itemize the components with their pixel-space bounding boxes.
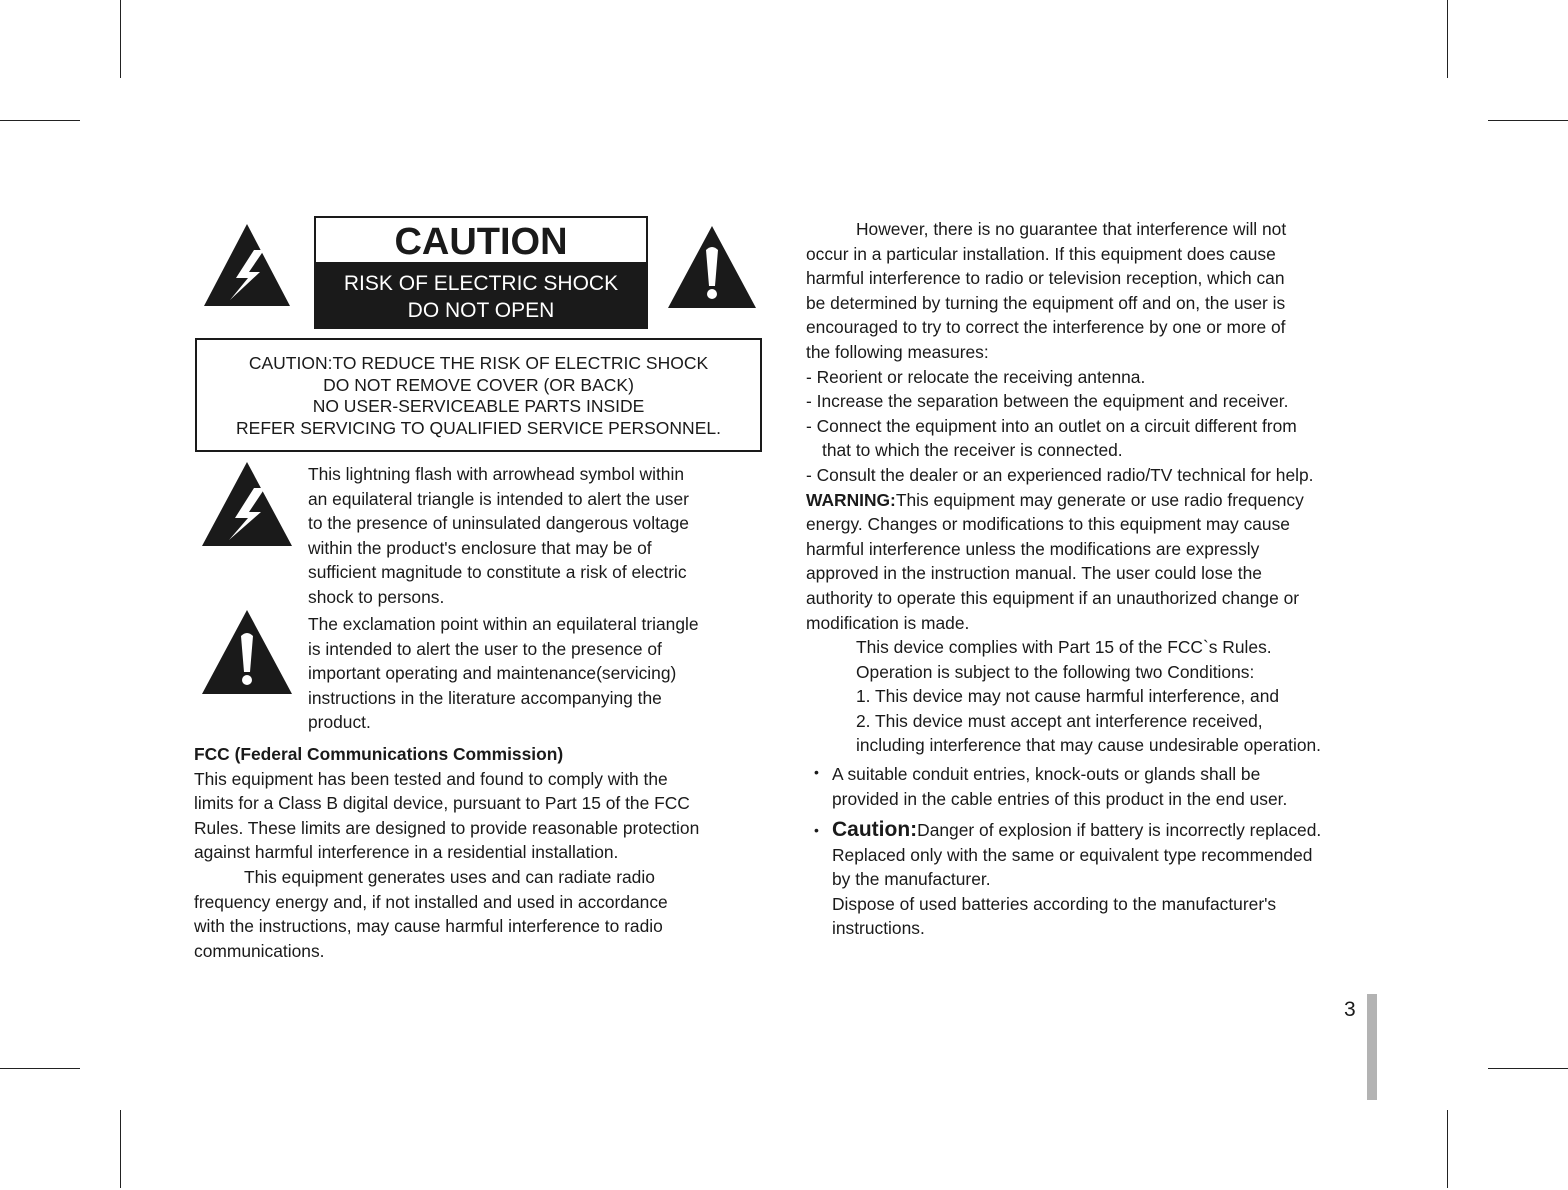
text-line: instructions in the literature accompanying the (308, 687, 662, 708)
text-line: harmful interference to radio or television reception, which can (806, 268, 1285, 289)
text-line: occur in a particular installation. If this equipment does cause (806, 243, 1276, 264)
interference-section (806, 217, 1321, 758)
bullet-icon: • (814, 764, 819, 780)
text-line: the following measures: (806, 341, 989, 362)
shock-notice-box (195, 338, 762, 452)
compliance-line: 2. This device must accept ant interference received, (856, 710, 1263, 731)
text-line: be determined by turning the equipment off and on, the user is (806, 292, 1286, 313)
measure-item: that to which the receiver is connected. (822, 440, 1123, 461)
fcc-section (194, 742, 699, 963)
measure-item: - Connect the equipment into an outlet on a circuit different from (806, 415, 1297, 436)
crop-mark (0, 1068, 80, 1069)
caution-label-inline: Caution: (832, 818, 918, 841)
text-line: sufficient magnitude to constitute a risk of electric (308, 562, 687, 583)
text-line: Rules. These limits are designed to provide reasonable protection (194, 817, 700, 838)
page-tab-bar (1367, 994, 1377, 1100)
measure-item: - Increase the separation between the equipment and receiver. (806, 391, 1289, 412)
text-line: shock to persons. (308, 586, 445, 607)
conduit-note (832, 762, 1287, 811)
text-line: within the product's enclosure that may be of (308, 537, 652, 558)
exclamation-explanation (308, 612, 699, 735)
text-line: encouraged to try to correct the interference by one or more of (806, 317, 1286, 338)
crop-mark (1488, 1068, 1568, 1069)
notice-line: CAUTION:TO REDUCE THE RISK OF ELECTRIC SHOCK (248, 353, 709, 373)
text-line: to the presence of uninsulated dangerous voltage (308, 513, 689, 534)
lightning-warning-icon (202, 222, 292, 308)
text-line: an equilateral triangle is intended to alert the user (308, 488, 689, 509)
text-line: Danger of explosion if battery is incorrectly replaced. (917, 820, 1322, 840)
text-line: provided in the cable entries of this product in the end user. (832, 788, 1288, 809)
caution-line-1: RISK OF ELECTRIC SHOCK (343, 272, 619, 295)
text-line: product. (308, 712, 371, 733)
text-line: The exclamation point within an equilateral triangle (308, 614, 699, 634)
text-line: This equipment generates uses and can radiate radio (244, 866, 655, 887)
notice-line: DO NOT REMOVE COVER (OR BACK) (323, 374, 634, 395)
compliance-line: Operation is subject to the following two Conditions: (856, 661, 1255, 682)
battery-caution (832, 818, 1321, 941)
text-line: However, there is no guarantee that interference will not (856, 219, 1287, 239)
text-line: limits for a Class B digital device, pursuant to Part 15 of the FCC (194, 793, 690, 814)
text-line: important operating and maintenance(servicing) (308, 663, 677, 684)
exclamation-warning-icon (666, 224, 758, 310)
text-line: communications. (194, 940, 325, 961)
bullet-icon: • (814, 822, 819, 838)
text-line: A suitable conduit entries, knock-outs or glands shall be (832, 764, 1261, 784)
text-line: energy. Changes or modifications to this equipment may cause (806, 514, 1290, 535)
lightning-warning-icon (200, 460, 294, 548)
text-line: by the manufacturer. (832, 869, 991, 890)
compliance-line: 1. This device may not cause harmful interference, and (856, 686, 1280, 707)
crop-mark (1488, 120, 1568, 121)
text-line: authority to operate this equipment if an unauthorized change or (806, 587, 1300, 608)
exclamation-warning-icon (200, 608, 294, 696)
compliance-line: including interference that may cause undesirable operation. (856, 735, 1322, 756)
notice-line: REFER SERVICING TO QUALIFIED SERVICE PERSONNEL. (236, 417, 721, 438)
crop-mark (120, 0, 121, 78)
warning-line (806, 488, 1321, 513)
compliance-line: This device complies with Part 15 of the FCC`s Rules. (856, 637, 1272, 658)
text-line: is intended to alert the user to the presence of (308, 638, 662, 659)
text-line: approved in the instruction manual. The user could lose the (806, 563, 1262, 584)
text-line: with the instructions, may cause harmful interference to radio (194, 916, 663, 937)
text-line: This equipment may generate or use radio frequency (895, 489, 1304, 510)
crop-mark (0, 120, 80, 121)
caution-line (832, 818, 1321, 843)
crop-mark (120, 1110, 121, 1188)
warning-label: WARNING: (806, 489, 896, 510)
notice-line: NO USER-SERVICEABLE PARTS INSIDE (312, 396, 645, 416)
text-line: Dispose of used batteries according to the manufacturer's (832, 893, 1277, 914)
caution-line-2: DO NOT OPEN (407, 299, 555, 322)
text-line: modification is made. (806, 612, 970, 633)
measure-item: - Consult the dealer or an experienced radio/TV technical for help. (806, 464, 1314, 485)
text-line: Replaced only with the same or equivalent type recommended (832, 844, 1313, 865)
text-line: against harmful interference in a residential installation. (194, 842, 619, 863)
crop-mark (1447, 0, 1448, 78)
text-line: frequency energy and, if not installed and used in accordance (194, 891, 668, 912)
lightning-explanation (308, 462, 689, 610)
measure-item: - Reorient or relocate the receiving antenna. (806, 366, 1146, 387)
fcc-heading: FCC (Federal Communications Commission) (194, 744, 564, 764)
caution-title: CAUTION (316, 218, 646, 262)
crop-mark (1447, 1110, 1448, 1188)
text-line: harmful interference unless the modifications are expressly (806, 538, 1260, 559)
text-line: instructions. (832, 918, 925, 939)
text-line: This lightning flash with arrowhead symbol within (308, 464, 685, 484)
page-number: 3 (1344, 998, 1356, 1021)
caution-label (314, 216, 648, 329)
text-line: This equipment has been tested and found to comply with the (194, 768, 668, 789)
